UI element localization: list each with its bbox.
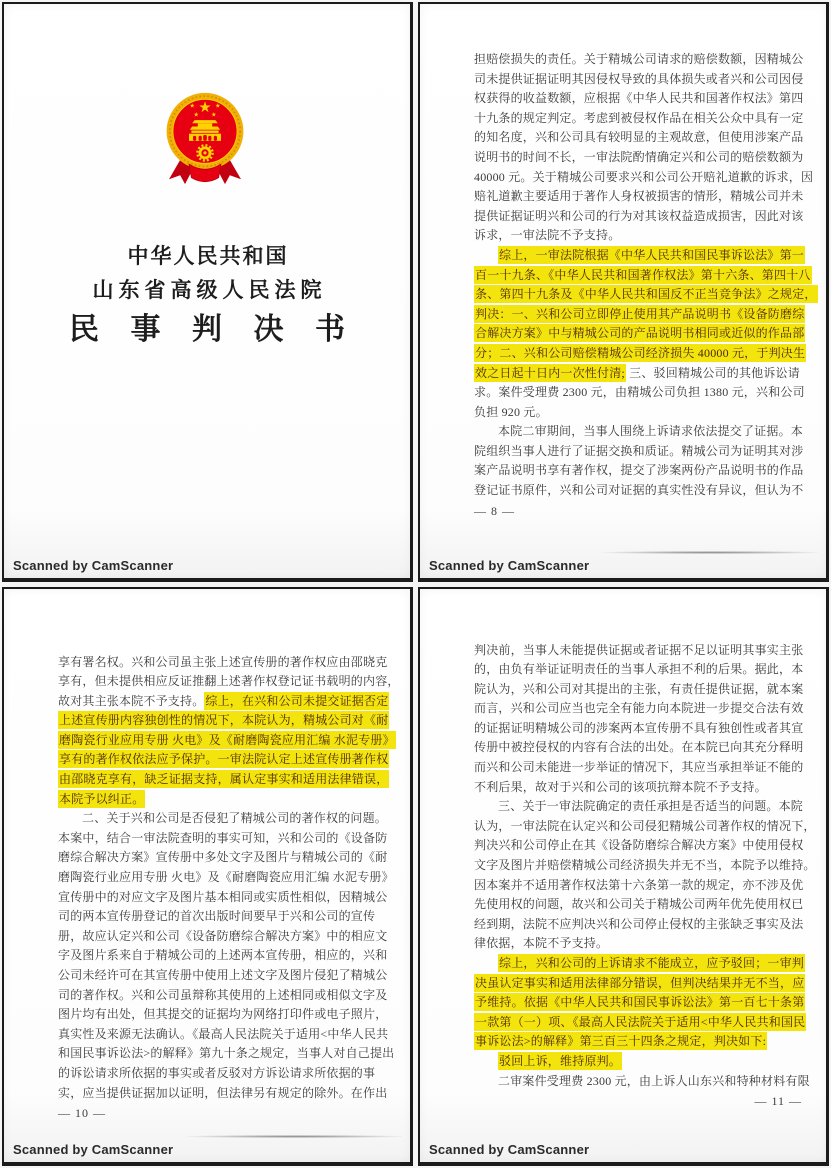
plain-text: 享有署名权。兴和公司虽主张上述宣传册的著作权应由邵晓克 bbox=[58, 654, 388, 669]
text-line bbox=[474, 1072, 808, 1092]
plain-text: 十九条的规定判定。考虑到被侵权作品在相关公众中具有一定 bbox=[474, 110, 804, 125]
plain-text: 而言，兴和公司应当也完全有能力向本院进一步提交合法有效 bbox=[474, 701, 804, 716]
text-line bbox=[58, 829, 392, 849]
text-line bbox=[58, 986, 392, 1006]
text-line bbox=[58, 809, 392, 829]
text-line bbox=[474, 481, 808, 501]
text-line bbox=[474, 1013, 808, 1033]
tiananmen-gate-icon bbox=[189, 120, 221, 141]
text-line bbox=[58, 848, 392, 868]
page-11-text bbox=[474, 641, 816, 1110]
highlighted-text: 驳回上诉，维持原判。 bbox=[499, 1053, 622, 1068]
text-line bbox=[474, 364, 808, 384]
plain-text: 的，由负有举证证明责任的当事人承担不利的后果。据此，本 bbox=[474, 662, 804, 677]
highlighted-text: 予维持。依据《中华人民共和国民事诉讼法》第一百七十条第 bbox=[475, 995, 805, 1010]
plain-text: 权获得的收益数额，应根据《中华人民共和国著作权法》第四 bbox=[474, 91, 804, 106]
plain-text: 律依据，本院不予支持。 bbox=[474, 936, 609, 951]
plain-text: 40000 元。关于精城公司要求兴和公司公开赔礼道歉的诉求，因 bbox=[474, 169, 814, 184]
text-line bbox=[474, 974, 808, 994]
plain-text: 三、关于一审法院确定的责任承担是否适当的问题。本院 bbox=[498, 799, 804, 814]
plain-text: 本案中，结合一审法院查明的事实可知，兴和公司的《设备防 bbox=[58, 830, 388, 845]
text-line bbox=[58, 1025, 392, 1045]
text-line bbox=[474, 266, 811, 286]
plain-text: 司的著作权。兴和公司虽辩称其使用的上述相同或相似文字及 bbox=[58, 987, 388, 1002]
plain-text: 院组织当事人进行了证据交换和质证。精城公司为证明其对涉 bbox=[474, 443, 804, 458]
camscanner-watermark: Scanned by CamScanner bbox=[429, 1142, 590, 1157]
plain-text: 判决兴和公司停止在其《设备防磨综合解决方案》中使用侵权 bbox=[474, 838, 804, 853]
highlighted-text: 条、第四十九条及《中华人民共和国反不正当竞争法》之规定， bbox=[475, 287, 817, 302]
highlighted-text: 事诉讼法>的解释》第三百三十四条之规定，判决如下: bbox=[475, 1034, 767, 1049]
text-line bbox=[58, 868, 392, 888]
text-line bbox=[58, 790, 392, 810]
plain-text: 字及图片系来自于精城公司的上述两本宣传册，相应的，兴和 bbox=[58, 948, 388, 963]
highlighted-text: 本院予以纠正。 bbox=[59, 791, 145, 806]
plain-text: 享有，但未提供相应反证推翻上述著作权登记证书载明的内容， bbox=[58, 674, 400, 689]
text-line bbox=[474, 461, 808, 481]
plain-text: 而兴和公司未能进一步举证的情况下，其应当承担举证不能的 bbox=[474, 760, 804, 775]
gear-icon bbox=[197, 145, 212, 160]
text-line bbox=[474, 324, 808, 344]
highlighted-text: 磨陶瓷行业应用专册 火电》及《耐磨陶瓷应用汇编 水泥专册》 bbox=[59, 732, 395, 747]
text-line bbox=[58, 1084, 392, 1104]
text-line bbox=[474, 187, 808, 207]
plain-text: 因本案并不适用著作权法第十六条第一款的规定，亦不涉及优 bbox=[474, 877, 804, 892]
text-line bbox=[474, 285, 817, 305]
text-line bbox=[474, 817, 816, 837]
page-8-lines bbox=[474, 50, 817, 501]
text-line bbox=[474, 641, 808, 661]
camscanner-watermark: Scanned by CamScanner bbox=[13, 557, 174, 573]
text-line bbox=[474, 168, 814, 188]
text-line bbox=[58, 927, 392, 947]
text-line bbox=[474, 148, 808, 168]
plain-text: 院认为，兴和公司对其提出的主张，有责任提供证据，就本案 bbox=[474, 681, 804, 696]
plain-text: 司的两本宣传册登记的首次出版时间要早于兴和公司的宣传 bbox=[58, 909, 376, 924]
cover-title-doctype: 民 事 判 决 书 bbox=[69, 313, 357, 346]
highlighted-text: 合解决方案》中与精城公司的产品说明书相同或近似的作品部 bbox=[475, 326, 805, 341]
text-line bbox=[474, 876, 808, 896]
plain-text: 实，应当提供证据加以证明，但法律另有规定的除外。在作出 bbox=[58, 1085, 388, 1100]
text-line bbox=[474, 109, 808, 129]
text-line bbox=[474, 895, 808, 915]
plain-text: 宣传册中的对应文字及图片基本相同或实质性相似，因精城公 bbox=[58, 889, 388, 904]
page-10-scan bbox=[2, 587, 413, 1167]
text-line bbox=[474, 1052, 808, 1072]
plain-text: 先使用权的问题，故兴和公司关于精城公司两年优先使用权已 bbox=[474, 897, 804, 912]
text-line bbox=[58, 888, 392, 908]
plain-text: 磨陶瓷行业应用专册 火电》及《耐磨陶瓷应用汇编 水泥专册》 bbox=[58, 870, 394, 885]
text-line bbox=[474, 758, 808, 778]
plain-text: 司未提供证据证明其因侵权导致的具体损失或者兴和公司因侵 bbox=[474, 71, 804, 86]
page-10-lines bbox=[58, 653, 400, 1104]
page-10-text bbox=[58, 653, 400, 1122]
plain-text: 登记证书原件，兴和公司对证据的真实性没有异议，但认为不 bbox=[474, 483, 804, 498]
text-line bbox=[474, 344, 808, 364]
text-line bbox=[474, 226, 808, 246]
text-line bbox=[58, 750, 392, 770]
text-line bbox=[474, 128, 808, 148]
plain-text: 认为，一审法院在认定兴和公司侵犯精城公司著作权的情况下， bbox=[474, 818, 816, 833]
text-line bbox=[474, 246, 808, 266]
text-line bbox=[474, 993, 808, 1013]
camscanner-watermark: Scanned by CamScanner bbox=[429, 557, 590, 573]
text-line bbox=[474, 1032, 808, 1052]
plain-text: 故对其主张本院不予支持。 bbox=[58, 693, 205, 708]
text-line bbox=[474, 856, 816, 876]
plain-text: 求。案件受理费 2300 元，由精城公司负担 1380 元，兴和公司 bbox=[474, 385, 805, 400]
plain-text: 三、驳回精城公司的其他诉讼请 bbox=[625, 365, 800, 380]
text-line bbox=[474, 50, 808, 70]
plain-text: 二审案件受理费 2300 元，由上诉人山东兴和特种材料有限 bbox=[498, 1073, 810, 1088]
text-line bbox=[474, 383, 808, 403]
text-line bbox=[474, 422, 808, 442]
plain-text: 册，故应认定兴和公司《设备防磨综合解决方案》中的相应文 bbox=[58, 928, 388, 943]
text-line bbox=[474, 778, 808, 798]
text-line bbox=[474, 797, 808, 817]
page-8-text bbox=[474, 50, 817, 519]
plain-text: 负担 920 元。 bbox=[474, 404, 548, 419]
text-line bbox=[474, 699, 808, 719]
text-line bbox=[58, 731, 395, 751]
highlighted-text: 综上，一审法院根据《中华人民共和国民事诉讼法》第一 bbox=[499, 247, 805, 262]
paper-edge-shadow bbox=[187, 1135, 402, 1138]
paper-edge-shadow bbox=[603, 551, 818, 554]
text-line bbox=[58, 711, 392, 731]
page-8-scan bbox=[418, 2, 829, 582]
page-11-scan bbox=[418, 587, 829, 1167]
text-line bbox=[58, 1044, 395, 1064]
highlighted-text: 享有的著作权依法应予保护。一审法院认定上述宣传册著作权 bbox=[59, 752, 389, 767]
text-line bbox=[474, 403, 808, 423]
plain-text: 文字及图片并赔偿精城公司经济损失并无不当，本院予以维持。 bbox=[474, 858, 816, 873]
text-line bbox=[58, 1005, 392, 1025]
plain-text: 磨综合解决方案》宣传册中多处文字及图片与精城公司的《耐 bbox=[58, 850, 388, 865]
text-line bbox=[474, 89, 808, 109]
cover-title-court: 山东省高级人民法院 bbox=[92, 278, 327, 302]
cover-title-country: 中华人民共和国 bbox=[127, 244, 289, 268]
plain-text: 的证据证明精城公司的涉案两本宣传册不具有独创性或者其宣 bbox=[474, 720, 804, 735]
text-line bbox=[474, 70, 808, 90]
highlighted-text: 百一十九条、《中华人民共和国著作权法》第十六条、第四十八 bbox=[475, 267, 811, 282]
plain-text: 判决前，当事人未能提供证据或者证据不足以证明其事实主张 bbox=[474, 642, 804, 657]
plain-text: 经到期，法院不应判决兴和公司停止侵权的主张缺乏事实及法 bbox=[474, 916, 804, 931]
plain-text: 的知名度，兴和公司具有较明显的主观故意，但使用涉案产品 bbox=[474, 130, 804, 145]
text-line bbox=[58, 692, 392, 712]
plain-text: 本院二审期间，当事人围绕上诉请求依法提交了证据。本 bbox=[498, 424, 804, 439]
text-line bbox=[474, 305, 808, 325]
plain-text: 赔礼道歉主要适用于著作人身权被损害的情形，精城公司并未 bbox=[474, 189, 804, 204]
plain-text: 传册中被控侵权的内容有合法的出处。在本院已向其充分释明 bbox=[474, 740, 804, 755]
page-number: — 8 — bbox=[474, 503, 515, 518]
plain-text: 不利后果，故对于兴和公司的该项抗辩本院不予支持。 bbox=[474, 779, 767, 794]
text-line bbox=[474, 954, 808, 974]
highlighted-text: 由邵晓克享有，缺乏证据支持，属认定事实和适用法律错误， bbox=[59, 772, 389, 787]
plain-text: 图片均有出处，但其提交的证据均为网络打印件或电子照片， bbox=[58, 1007, 388, 1022]
text-line bbox=[58, 770, 392, 790]
camscanner-watermark: Scanned by CamScanner bbox=[13, 1142, 174, 1157]
text-line bbox=[58, 1064, 392, 1084]
highlighted-text: 上述宣传册内容独创性的情况下，本院认为，精城公司对《耐 bbox=[59, 713, 389, 728]
text-line bbox=[474, 719, 808, 739]
text-line bbox=[474, 207, 808, 227]
highlighted-text: 综上，兴和公司的上诉请求不能成立，应予驳回；一审判 bbox=[499, 956, 805, 970]
text-line bbox=[58, 653, 392, 673]
plain-text: 案产品说明书享有著作权，提交了涉案两份产品说明书的作品 bbox=[474, 463, 804, 478]
highlighted-text: 判决：一、兴和公司立即停止使用其产品说明书《设备防磨综 bbox=[475, 306, 805, 321]
highlighted-text: 综上，在兴和公司未提交证据否定 bbox=[205, 693, 389, 708]
text-line bbox=[474, 442, 808, 462]
plain-text: 公司未经许可在其宣传册中使用上述文字及图片侵犯了精城公 bbox=[58, 968, 388, 982]
plain-text: 的诉讼请求所依据的事实或者反驳对方诉讼请求所依据的事 bbox=[58, 1065, 376, 1080]
highlighted-text: 分；二、兴和公司赔偿精城公司经济损失 40000 元，于判决生 bbox=[475, 345, 806, 360]
page-11-lines bbox=[474, 641, 816, 1092]
highlighted-text: 决虽认定事实和适用法律部分错误，但判决结果并无不当，应 bbox=[475, 975, 805, 990]
text-line bbox=[58, 907, 392, 927]
cover-page-scan bbox=[2, 2, 413, 582]
plain-text: 和国民事诉讼法>的解释》第九十条之规定，当事人对自己提出 bbox=[58, 1046, 395, 1061]
text-line bbox=[474, 680, 808, 700]
text-line bbox=[58, 672, 400, 692]
highlighted-text: 效之日起十日内一次性付清; bbox=[475, 365, 625, 380]
text-line bbox=[58, 966, 392, 986]
plain-text: 二、关于兴和公司是否侵犯了精城公司的著作权的问题。 bbox=[82, 811, 388, 826]
plain-text: 说明书的时间不长，一审法院酌情确定兴和公司的赔偿数额为 bbox=[474, 149, 804, 164]
plain-text: 担赔偿损失的责任。关于精城公司请求的赔偿数额，因精城公 bbox=[474, 52, 804, 66]
text-line bbox=[58, 946, 392, 966]
page-number: — 11 — bbox=[754, 1094, 802, 1109]
highlighted-text: 一款第（一）项、《最高人民法院关于适用<中华人民共和国民 bbox=[475, 1014, 806, 1029]
plain-text: 诉求，一审法院不予支持。 bbox=[474, 228, 621, 243]
text-line bbox=[474, 915, 808, 935]
text-line bbox=[474, 934, 808, 954]
text-line bbox=[474, 836, 808, 856]
text-line bbox=[474, 660, 808, 680]
plain-text: 提供证据证明兴和公司的行为对其该权益造成损害，因此对该 bbox=[474, 208, 804, 223]
plain-text: 真实性及来源无法确认。《最高人民法院关于适用<中华人民共 bbox=[58, 1026, 389, 1041]
page-number: — 10 — bbox=[58, 1106, 106, 1121]
text-line bbox=[474, 738, 808, 758]
prc-national-emblem-icon bbox=[157, 88, 253, 189]
